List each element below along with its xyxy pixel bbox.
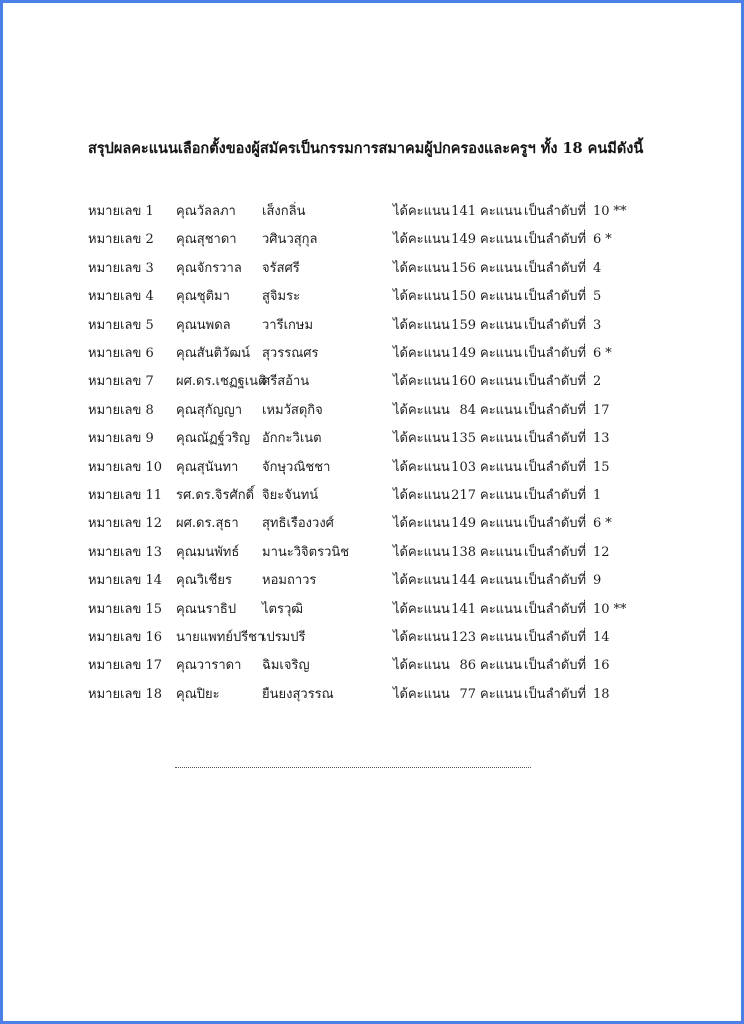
candidate-last-name: เส็งกลิ่น <box>262 204 306 219</box>
rank-cell <box>593 255 601 283</box>
rank-label: เป็นลำดับที่ <box>524 260 587 276</box>
rank-label: เป็นลำดับที่ <box>524 573 587 589</box>
score-unit: คะแนน <box>480 488 522 503</box>
candidate-last-name: เปรมปรี <box>262 630 306 645</box>
rank-value: 6 <box>593 346 602 361</box>
candidate-number: หมายเลข 17 <box>88 658 163 674</box>
score-value: 149 <box>451 346 476 361</box>
rank-cell <box>593 226 612 254</box>
score-label: ได้คะแนน <box>393 573 450 589</box>
candidate-number: หมายเลข 12 <box>88 516 163 532</box>
table-row <box>3 567 741 595</box>
candidate-first-name: คุณสุนันทา <box>176 459 239 475</box>
score-value: 156 <box>451 260 476 276</box>
score-value: 135 <box>451 431 476 447</box>
rank-value: 4 <box>593 260 602 276</box>
score-label: ได้คะแนน <box>393 686 450 702</box>
candidate-last-name: หอมถาวร <box>262 573 317 589</box>
candidate-first-name: คุณนราธิป <box>176 601 237 617</box>
candidate-last-name: มานะวิจิตรวนิช <box>262 544 350 560</box>
rank-value: 3 <box>593 317 602 333</box>
candidate-first-name: คุณวิเชียร <box>176 573 232 589</box>
table-row <box>3 510 741 538</box>
score-value: 149 <box>451 232 476 248</box>
score-unit: คะแนน <box>480 317 522 333</box>
rank-value: 6 <box>593 232 602 248</box>
rank-label: เป็นลำดับที่ <box>524 402 587 418</box>
rank-label: เป็นลำดับที่ <box>524 658 587 674</box>
rank-cell <box>593 652 610 680</box>
candidate-last-name: สุวรรณศร <box>262 346 319 361</box>
candidate-first-name: คุณสุกัญญา <box>176 402 243 418</box>
table-row <box>3 340 741 368</box>
candidate-number: หมายเลข 18 <box>88 686 163 702</box>
rank-value: 15 <box>593 459 610 475</box>
score-label: ได้คะแนน <box>393 289 450 305</box>
table-row <box>3 226 741 254</box>
score-label: ได้คะแนน <box>393 317 450 333</box>
table-row <box>3 624 741 652</box>
score-unit: คะแนน <box>480 544 522 560</box>
score-unit: คะแนน <box>480 374 522 390</box>
candidate-number: หมายเลข 11 <box>88 488 163 503</box>
score-label: ได้คะแนน <box>393 431 450 447</box>
rank-value: 12 <box>593 544 610 560</box>
tie-mark: ** <box>613 601 627 617</box>
tie-mark: * <box>605 516 612 532</box>
score-value: 217 <box>451 488 476 503</box>
candidate-first-name: คุณณัฏฐ์วริญ <box>176 431 251 447</box>
rank-cell <box>593 510 612 538</box>
score-unit: คะแนน <box>480 402 522 418</box>
candidate-last-name: สูจิมระ <box>262 289 301 305</box>
candidate-last-name: ศรีสอ้าน <box>262 374 310 390</box>
candidate-number: หมายเลข 7 <box>88 374 154 390</box>
score-value: 84 <box>459 402 476 418</box>
candidate-last-name: อักกะวิเนต <box>262 431 322 447</box>
rank-value: 18 <box>593 686 610 702</box>
rank-value: 9 <box>593 573 602 589</box>
document-title: สรุปผลคะแนนเลือกตั้งของผู้สมัครเป็นกรรมการสมาคมผู้ปกครองและครูฯ ทั้ง 18 คนมีดังนี้ <box>88 140 644 157</box>
score-label: ได้คะแนน <box>393 459 450 475</box>
score-unit: คะแนน <box>480 346 522 361</box>
candidate-last-name: สุทธิเรืองวงศ์ <box>262 516 334 532</box>
score-label: ได้คะแนน <box>393 658 450 674</box>
score-label: ได้คะแนน <box>393 260 450 276</box>
candidate-number: หมายเลข 4 <box>88 289 154 305</box>
candidate-first-name: รศ.ดร.จิรศักดิ์ <box>176 488 255 503</box>
candidate-last-name: วารีเกษม <box>262 317 314 333</box>
candidate-last-name: ยืนยงสุวรรณ <box>262 686 334 702</box>
candidate-first-name: คุณวัลลภา <box>176 204 236 219</box>
candidate-last-name: วศินวสุกุล <box>262 232 318 248</box>
candidate-number: หมายเลข 2 <box>88 232 154 248</box>
results-list <box>3 198 741 718</box>
rank-value: 16 <box>593 658 610 674</box>
rank-cell <box>593 539 610 567</box>
score-unit: คะแนน <box>480 686 522 702</box>
rank-cell <box>593 425 610 453</box>
candidate-first-name: คุณจักรวาล <box>176 260 242 276</box>
candidate-first-name: คุณสุชาดา <box>176 232 237 248</box>
candidate-number: หมายเลข 13 <box>88 544 163 560</box>
score-value: 159 <box>451 317 476 333</box>
candidate-number: หมายเลข 3 <box>88 260 154 276</box>
score-value: 123 <box>451 630 476 645</box>
table-row <box>3 596 741 624</box>
score-value: 103 <box>451 459 476 475</box>
candidate-first-name: ผศ.ดร.เชฏฐเนติ <box>176 374 267 390</box>
score-label: ได้คะแนน <box>393 204 450 219</box>
candidate-first-name: นายแพทย์ปรีชา <box>176 630 265 645</box>
candidate-last-name: เหมวัสดุกิจ <box>262 402 323 418</box>
table-row <box>3 312 741 340</box>
rank-label: เป็นลำดับที่ <box>524 232 587 248</box>
candidate-number: หมายเลข 5 <box>88 317 154 333</box>
score-label: ได้คะแนน <box>393 601 450 617</box>
rank-cell <box>593 283 601 311</box>
score-unit: คะแนน <box>480 260 522 276</box>
candidate-first-name: คุณมนพัทธ์ <box>176 544 240 560</box>
rank-cell <box>593 198 627 226</box>
table-row <box>3 283 741 311</box>
rank-label: เป็นลำดับที่ <box>524 317 587 333</box>
rank-value: 1 <box>593 488 602 503</box>
rank-label: เป็นลำดับที่ <box>524 686 587 702</box>
score-unit: คะแนน <box>480 516 522 532</box>
rank-cell <box>593 567 601 595</box>
rank-cell <box>593 624 610 652</box>
candidate-last-name: จิยะจันทน์ <box>262 488 319 503</box>
candidate-number: หมายเลข 9 <box>88 431 154 447</box>
score-value: 77 <box>459 686 476 702</box>
score-label: ได้คะแนน <box>393 346 450 361</box>
score-label: ได้คะแนน <box>393 516 450 532</box>
score-label: ได้คะแนน <box>393 374 450 390</box>
score-value: 160 <box>451 374 476 390</box>
rank-cell <box>593 596 627 624</box>
candidate-number: หมายเลข 16 <box>88 630 163 645</box>
score-unit: คะแนน <box>480 601 522 617</box>
tie-mark: ** <box>613 204 627 219</box>
rank-value: 6 <box>593 516 602 532</box>
score-value: 141 <box>451 601 476 617</box>
candidate-number: หมายเลข 15 <box>88 601 163 617</box>
score-unit: คะแนน <box>480 573 522 589</box>
rank-cell <box>593 397 610 425</box>
candidate-first-name: คุณวาราดา <box>176 658 242 674</box>
rank-label: เป็นลำดับที่ <box>524 204 587 219</box>
score-unit: คะแนน <box>480 204 522 219</box>
candidate-number: หมายเลข 10 <box>88 459 163 475</box>
table-row <box>3 454 741 482</box>
score-unit: คะแนน <box>480 658 522 674</box>
rank-value: 5 <box>593 289 602 305</box>
rank-label: เป็นลำดับที่ <box>524 374 587 390</box>
table-row <box>3 368 741 396</box>
rank-label: เป็นลำดับที่ <box>524 431 587 447</box>
score-unit: คะแนน <box>480 459 522 475</box>
score-value: 150 <box>451 289 476 305</box>
candidate-last-name: จรัสศรี <box>262 260 300 276</box>
rank-label: เป็นลำดับที่ <box>524 516 587 532</box>
candidate-last-name: ไตรวุฒิ <box>262 601 304 617</box>
candidate-first-name: ผศ.ดร.สุธา <box>176 516 239 532</box>
rank-value: 14 <box>593 630 610 645</box>
candidate-first-name: คุณนพดล <box>176 317 231 333</box>
rank-value: 2 <box>593 374 602 390</box>
candidate-first-name: คุณสันติวัฒน์ <box>176 346 250 361</box>
score-unit: คะแนน <box>480 630 522 645</box>
candidate-first-name: คุณปิยะ <box>176 686 220 702</box>
score-value: 141 <box>451 204 476 219</box>
tie-mark: * <box>605 346 612 361</box>
score-value: 144 <box>451 573 476 589</box>
table-row <box>3 425 741 453</box>
rank-label: เป็นลำดับที่ <box>524 544 587 560</box>
score-value: 138 <box>451 544 476 560</box>
score-unit: คะแนน <box>480 232 522 248</box>
score-unit: คะแนน <box>480 431 522 447</box>
table-row <box>3 681 741 709</box>
score-label: ได้คะแนน <box>393 232 450 248</box>
dotted-separator <box>175 767 531 768</box>
table-row <box>3 397 741 425</box>
rank-label: เป็นลำดับที่ <box>524 346 587 361</box>
score-label: ได้คะแนน <box>393 544 450 560</box>
score-value: 149 <box>451 516 476 532</box>
rank-value: 13 <box>593 431 610 447</box>
candidate-number: หมายเลข 8 <box>88 402 154 418</box>
score-label: ได้คะแนน <box>393 488 450 503</box>
rank-label: เป็นลำดับที่ <box>524 459 587 475</box>
rank-label: เป็นลำดับที่ <box>524 289 587 305</box>
rank-value: 17 <box>593 402 610 418</box>
rank-label: เป็นลำดับที่ <box>524 601 587 617</box>
rank-cell <box>593 368 601 396</box>
candidate-last-name: จักษุวณิชชา <box>262 459 331 475</box>
rank-cell <box>593 454 610 482</box>
rank-cell <box>593 681 610 709</box>
candidate-number: หมายเลข 14 <box>88 573 163 589</box>
candidate-last-name: ฉิมเจริญ <box>262 658 310 674</box>
table-row <box>3 255 741 283</box>
rank-cell <box>593 312 601 340</box>
score-label: ได้คะแนน <box>393 630 450 645</box>
candidate-first-name: คุณชุติมา <box>176 289 230 305</box>
rank-value: 10 <box>593 601 610 617</box>
table-row <box>3 539 741 567</box>
rank-cell <box>593 482 601 510</box>
rank-label: เป็นลำดับที่ <box>524 630 587 645</box>
rank-label: เป็นลำดับที่ <box>524 488 587 503</box>
score-label: ได้คะแนน <box>393 402 450 418</box>
tie-mark: * <box>605 232 612 248</box>
table-row <box>3 652 741 680</box>
table-row <box>3 482 741 510</box>
score-unit: คะแนน <box>480 289 522 305</box>
table-row <box>3 198 741 226</box>
score-value: 86 <box>459 658 476 674</box>
rank-value: 10 <box>593 204 610 219</box>
rank-cell <box>593 340 612 368</box>
candidate-number: หมายเลข 1 <box>88 204 154 219</box>
candidate-number: หมายเลข 6 <box>88 346 154 361</box>
